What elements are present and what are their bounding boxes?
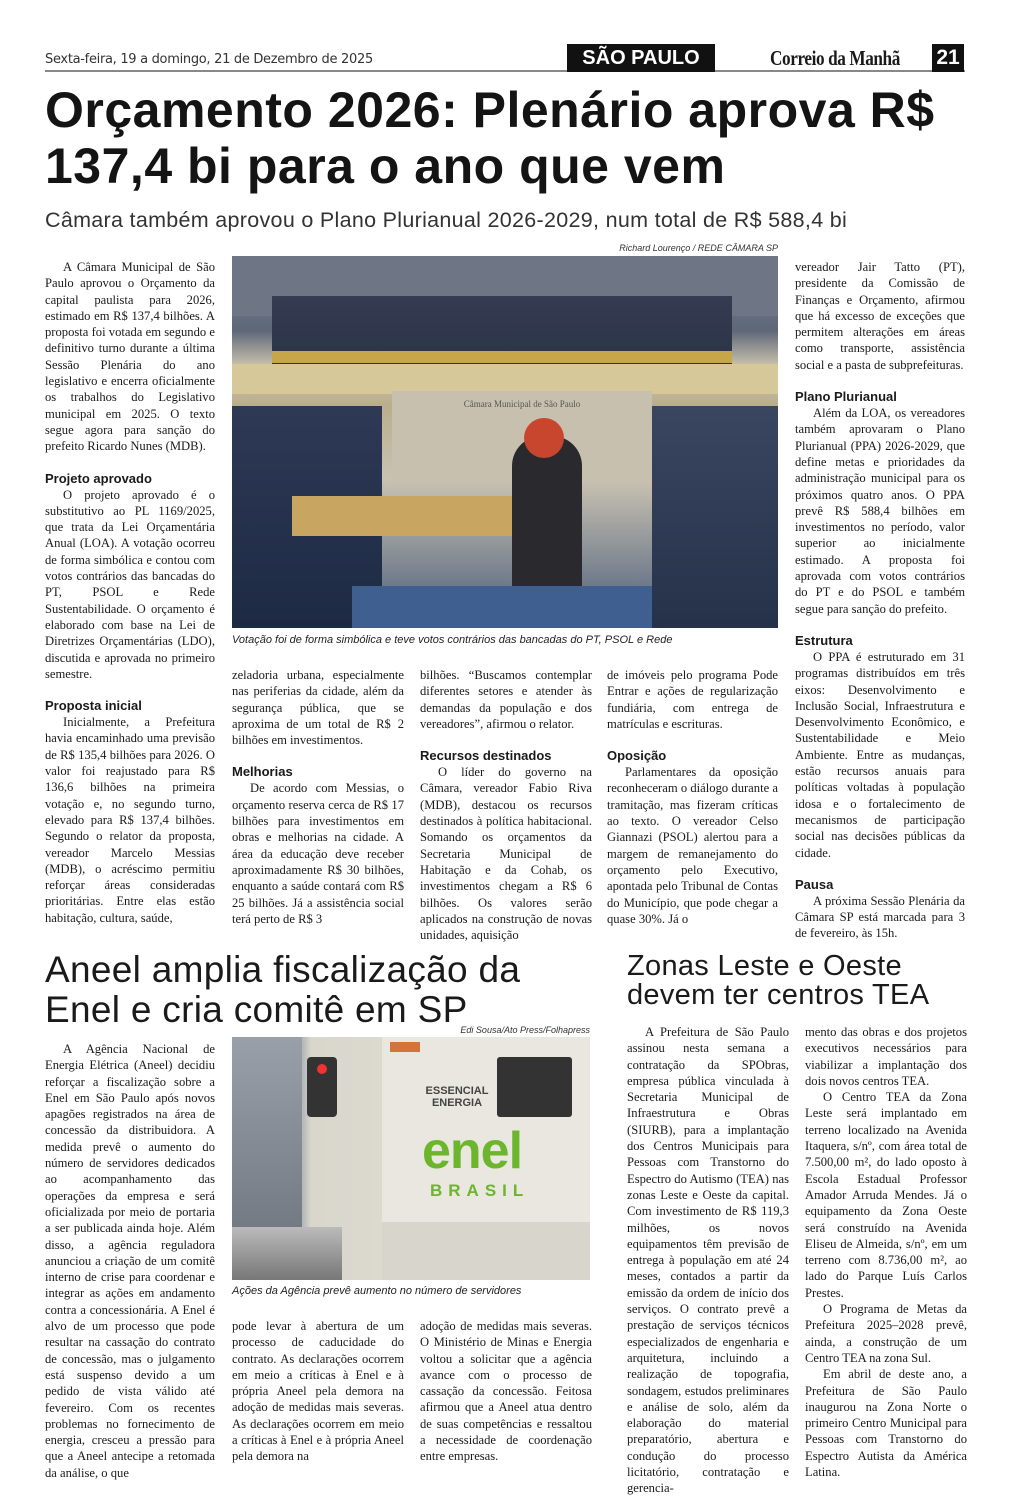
generator-label: ESSENCIAL ENERGIA <box>425 1085 489 1109</box>
subheading: Oposição <box>607 748 667 764</box>
paragraph: A próxima Sessão Plenária da Câmara SP está marcada para 3 de fevereiro, às 15h. <box>795 893 965 941</box>
paragraph: mento das obras e dos projetos executivos necessários para viabilizar a implantação dos dois novos centros TEA. <box>805 1025 967 1088</box>
article1-column <box>232 667 404 927</box>
photo-credit: Richard Lourenço / REDE CÂMARA SP <box>619 243 778 253</box>
paragraph: vereador Jair Tatto (PT), presidente da Comissão de Finanças e Orçamento, afirmou que há excesso de exceções que permitem alterações em áreas como transporte, assistência social e a pasta de subprefeituras. <box>795 260 965 372</box>
article2-column <box>420 1318 592 1465</box>
enel-generator-photo <box>232 1037 590 1280</box>
subheading: Proposta inicial <box>45 698 142 714</box>
photo-caption: Ações da Agência prevê aumento no número de servidores <box>232 1285 522 1297</box>
article1-column <box>420 667 592 943</box>
article3-column <box>805 1024 967 1480</box>
article1-column <box>607 667 778 927</box>
enel-brasil-text: BRASIL <box>430 1181 530 1200</box>
subheading: Estrutura <box>795 632 853 648</box>
paragraph: A Agência Nacional de Energia Elétrica (Aneel) decidiu reforçar a fiscalização sobre a Enel em São Paulo após novos apagões registrados na área de concessão da distribuidora. A medida prevê o aumento do número de servidores dedicados ao acompanhamento das operações da empresa e será oficializada por meio de portaria a ser publicada ainda hoje. Além disso, a agência reguladora anunciou a criação de um comitê interno de crise para coordenar e integrar as ações em andamento contra a concessionária. A Enel é alvo de um processo que pode resultar na cassação do contrato de concessão, mas o julgamento está suspenso devido a um pedido de vista válido até fevereiro. Com os recentes problemas no fornecimento de energia, cresceu a pressão para que a Aneel antecipe a retomada da análise, o que <box>45 1042 215 1480</box>
paragraph: Parlamentares da oposição reconheceram o diálogo durante a tramitação, mas fizeram críticas ao texto. O vereador Celso Giannazi (PSOL) alertou para a margem de remanejamento do orçamento pelo Executivo, apontada pelo Tribunal de Contas do Município, que pode chegar a quase 30%. Já o <box>607 765 778 926</box>
paragraph: Inicialmente, a Prefeitura havia encaminhado uma previsão de R$ 135,4 bilhões para 2026. O valor foi reajustado para R$ 136,6 bilhões na primeira votação e, no segundo turno, elevado para R$ 137,4 bilhões. Segundo o relator da proposta, vereador Marcelo Messias (MDB), o acréscimo permitiu reforçar áreas consideradas prioritárias. Entre elas estão habitação, cultura, saúde, <box>45 715 215 925</box>
paragraph: De acordo com Messias, o orçamento reserva cerca de R$ 17 bilhões para investimentos em obras e melhorias na cidade. A área da educação deve receber aproximadamente R$ 30 bilhões, enquanto a saúde contará com R$ 25 bilhões. Já a assistência social terá perto de R$ 3 <box>232 781 404 926</box>
photo-credit: Edi Sousa/Ato Press/Folhapress <box>460 1025 590 1035</box>
article1-column <box>795 259 965 942</box>
paragraph: O PPA é estruturado em 31 programas distribuídos em três eixos: Desenvolvimento e Inclusão Social, Infraestrutura e Desenvolvimento Econômico, e Sustentabilidade e Meio Ambiente. Entre as mudanças, estão recursos anuais para políticas voltadas à população idosa e o fortalecimento de mecanismos de participação social nas decisões públicas da cidade. <box>795 649 965 860</box>
article2-column <box>232 1318 404 1465</box>
article2-column <box>45 1041 215 1481</box>
subheading: Projeto aprovado <box>45 470 152 486</box>
paragraph: A Câmara Municipal de São Paulo aprovou o Orçamento da capital paulista para 2026, estimado em R$ 137,4 bilhões. A proposta foi votada em segundo e definitivo turno durante a última Sessão Plenária do ano legislativo e encerra oficialmente os trabalhos do Legislativo municipal em 2025. O texto segue agora para sanção do prefeito Ricardo Nunes (MDB). <box>45 260 215 454</box>
chamber-sign: Câmara Municipal de São Paulo <box>392 391 652 481</box>
subheading: Pausa <box>795 876 834 892</box>
newspaper-logo: Correio da Manhã <box>770 46 900 70</box>
paragraph: A Prefeitura de São Paulo assinou nesta semana a contratação da SPObras, empresa pública vinculada à Secretaria Municipal de Infraestrutura e Obras (SIURB), para a implantação dos Centros Municipais para Pessoas com Transtorno do Espectro do Autismo (TEA) nas zonas Leste e Oeste da capital. Com investimento de R$ 119,3 milhões, os novos equipamentos têm previsão de entrega à população em até 24 meses, contados a partir da emissão da ordem de início dos serviços. O contrato prevê a prestação de serviços técnicos especializados de engenharia e arquitetura, incluindo a realização de topografia, sondagem, estudos preliminares e análise de solo, além da elaboração do material preparatório, abertura e condução do processo licitatório, contratação e gerencia- <box>627 1025 789 1496</box>
article1-column <box>45 259 215 926</box>
subheading: Recursos destinados <box>420 748 552 764</box>
paragraph: Além da LOA, os vereadores também aprovaram o Plano Plurianual (PPA) 2026-2029, que define metas e prioridades da administração municipal para os próximos quatro anos. O PPA prevê R$ 588,4 bilhões em investimentos no período, valor superior ao inicialmente estimado. A proposta foi aprovada com votos contrários do PT e do PSOL e também segue para sanção do prefeito. <box>795 406 965 616</box>
paragraph: bilhões. “Buscamos contemplar diferentes setores e atender às demandas da população e dos vereadores”, afirmou o relator. <box>420 668 592 731</box>
paragraph: O projeto aprovado é o substitutivo ao PL 1169/2025, que trata da Lei Orçamentária Anual (LOA). A votação ocorreu de forma simbólica e contou com votos contrários das bancadas do PT, PSOL e Rede Sustentabilidade. O orçamento é elaborado com base na Lei de Diretrizes Orçamentárias (LDO), discutida e aprovada no primeiro semestre. <box>45 487 215 681</box>
paragraph: O Programa de Metas da Prefeitura 2025–2028 prevê, ainda, a construção de um Centro TEA na zona Sul. <box>805 1302 967 1365</box>
paragraph: de imóveis pelo programa Pode Entrar e ações de regularização fundiária, com entrega de matrículas e escrituras. <box>607 668 778 731</box>
paragraph: Em abril de deste ano, a Prefeitura de São Paulo inaugurou na Zona Norte o primeiro Centro Municipal para Pessoas com Transtorno do Espectro Autista da América Latina. <box>805 1367 967 1480</box>
enel-logo: enel <box>422 1122 523 1180</box>
paragraph: O Centro TEA da Zona Leste será implantado em terreno localizado na Avenida Itaquera, s/nº, com área total de 7.500,00 m², do lado oposto à Escola Estadual Professor Amador Arruda Mendes. Já o equipamento da Zona Oeste será construído na Avenida Eliseu de Almeida, s/nº, em um terreno com 8.736,00 m², ao lado do Parque Luís Carlos Prestes. <box>805 1090 967 1300</box>
photo-caption: Votação foi de forma simbólica e teve votos contrários das bancadas do PT, PSOL e Rede <box>232 634 673 646</box>
plenary-photo <box>232 256 778 628</box>
main-subheadline: Câmara também aprovou o Plano Plurianual 2026-2029, num total de R$ 588,4 bi <box>45 208 848 232</box>
edition-date: Sexta-feira, 19 a domingo, 21 de Dezembro de 2025 <box>45 52 373 67</box>
paragraph: O líder do governo na Câmara, vereador Fabio Riva (MDB), destacou os recursos destinados à política habitacional. Somando os orçamentos da Secretaria Municipal de Habitação e da Cohab, os investimentos chegam a R$ 6 bilhões. Os valores serão aplicados na construção de novas unidades, aquisição <box>420 765 592 943</box>
paragraph: zeladoria urbana, especialmente nas periferias da cidade, além da segurança pública, que se aproxima de um total de R$ 2 bilhões em investimentos. <box>232 668 404 748</box>
section-label: SÃO PAULO <box>567 44 715 72</box>
paragraph: adoção de medidas mais severas. O Ministério de Minas e Energia voltou a solicitar que a agência avance com o processo de cassação da concessão. Feitosa afirmou que a Aneel atua dentro de suas competências e ressaltou a necessidade de coordenação entre empresas. <box>420 1319 592 1464</box>
tea-headline: Zonas Leste e Oeste devem ter centros TEA <box>627 950 930 1011</box>
subheading: Melhorias <box>232 764 293 780</box>
paragraph: pode levar à abertura de um processo de caducidade do contrato. As declarações ocorrem em meio a críticas à Enel e à própria Aneel pela demora na adoção de medidas mais severas. As declarações ocorrem em meio a críticas à Enel e à própria Aneel pela demora na <box>232 1319 404 1464</box>
subheading: Plano Plurianual <box>795 389 897 405</box>
aneel-headline: Aneel amplia fiscalização da Enel e cria comitê em SP <box>45 949 521 1030</box>
article3-column <box>627 1024 789 1497</box>
main-headline: Orçamento 2026: Plenário aprova R$ 137,4 bi para o ano que vem <box>45 82 935 194</box>
page-number: 21 <box>932 44 964 72</box>
